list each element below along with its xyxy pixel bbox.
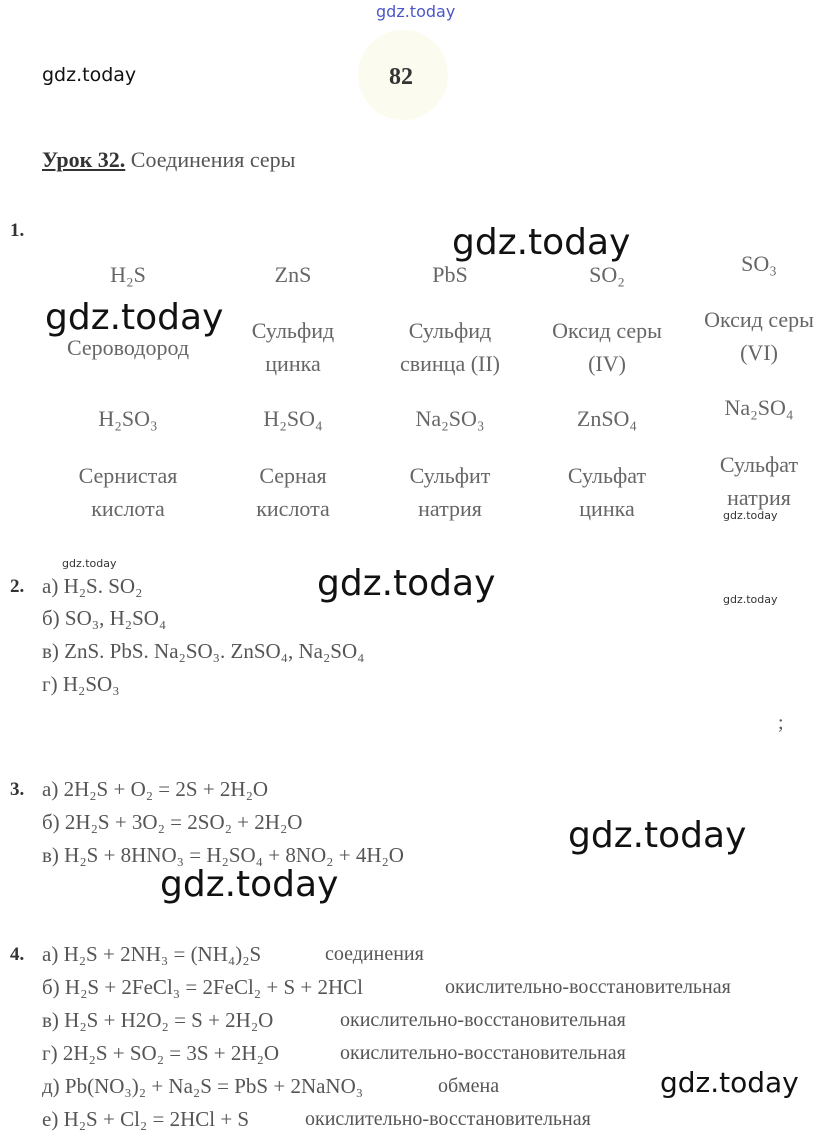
task2-line: в) ZnS. PbS. Na₂SO₃. ZnSO₄, Na₂SO₄ [42,639,365,663]
name-cell: Сульфид свинца (II) [399,318,501,376]
lesson-title: Соединения серы [130,147,296,172]
watermark: gdz.today [160,864,339,905]
formula-cell: SO₂ [589,262,625,287]
task4-equation: а) H₂S + 2NH₃ = (NH₄)₂S [42,942,262,966]
formula-cell: ZnS [274,262,312,287]
watermark-top: gdz.today [376,2,456,21]
lesson-label: Урок 32. [42,147,126,172]
task2-line: б) SO₃, H₂SO₄ [42,606,167,630]
task4-equation: в) H₂S + H2O₂ = S + 2H₂O [42,1008,274,1032]
formula-cell: Na₂SO₄ [724,395,794,420]
watermark: gdz.today [568,815,747,856]
task3-number: 3. [10,779,25,800]
watermark: gdz.today [317,563,496,604]
reaction-type: соединения [325,943,424,965]
name-cell: Серная кислота [256,463,330,521]
watermark-header: gdz.today [42,64,137,86]
task3-line: а) 2H₂S + O₂ = 2S + 2H₂O [42,777,269,801]
watermark: gdz.today [452,222,631,263]
formula-cell: Na₂SO₃ [415,406,485,431]
name-cell: Сульфит натрия [409,463,491,521]
task4-equation: д) Pb(NO₃)₂ + Na₂S = PbS + 2NaNO₃ [42,1074,364,1098]
task2-line: г) H₂SO₃ [42,672,120,696]
reaction-type: обмена [438,1075,500,1097]
watermark-small: gdz.today [723,593,778,606]
formula-cell: SO₃ [741,251,777,276]
watermark: gdz.today [660,1066,799,1099]
name-cell: Сероводород [66,335,190,360]
task3-line: в) H₂S + 8HNO₃ = H₂SO₄ + 8NO₂ + 4H₂O [42,843,404,867]
task2-number: 2. [10,576,25,597]
task4-equation: г) 2H₂S + SO₂ = 3S + 2H₂O [42,1041,280,1065]
name-cell: Сульфид цинка [251,318,335,376]
name-cell: Сульфат цинка [567,463,647,521]
name-cell: Оксид серы (VI) [704,307,814,365]
name-cell: Сернистая кислота [78,463,178,521]
page-number: 82 [389,64,413,90]
formula-cell: H₂S [110,262,146,287]
lesson-heading [42,147,295,173]
name-cell: Оксид серы (IV) [552,318,662,376]
watermark: gdz.today [45,297,224,338]
task4-equation: е) H₂S + Cl₂ = 2HCl + S [42,1107,250,1131]
reaction-type: окислительно-восстановительная [340,1042,626,1064]
task1-number: 1. [10,220,25,241]
formula-cell: PbS [432,262,468,287]
task4-equation: б) H₂S + 2FeCl₃ = 2FeCl₂ + S + 2HCl [42,975,363,999]
task3-line: б) 2H₂S + 3O₂ = 2SO₂ + 2H₂O [42,810,303,834]
name-cell: Сульфат натрия [719,452,799,510]
reaction-type: окислительно-восстановительная [340,1009,626,1031]
task4-number: 4. [10,944,25,965]
reaction-type: окислительно-восстановительная [445,976,731,998]
watermark-small: gdz.today [723,509,778,522]
formula-cell: H₂SO₃ [98,406,158,431]
task2-line: а) H₂S. SO₂ [42,574,143,598]
formula-cell: ZnSO₄ [576,406,638,431]
watermark-small: gdz.today [62,557,117,570]
reaction-type: окислительно-восстановительная [305,1108,591,1130]
formula-cell: H₂SO₄ [263,406,323,431]
semicolon-mark: ; [778,712,784,734]
